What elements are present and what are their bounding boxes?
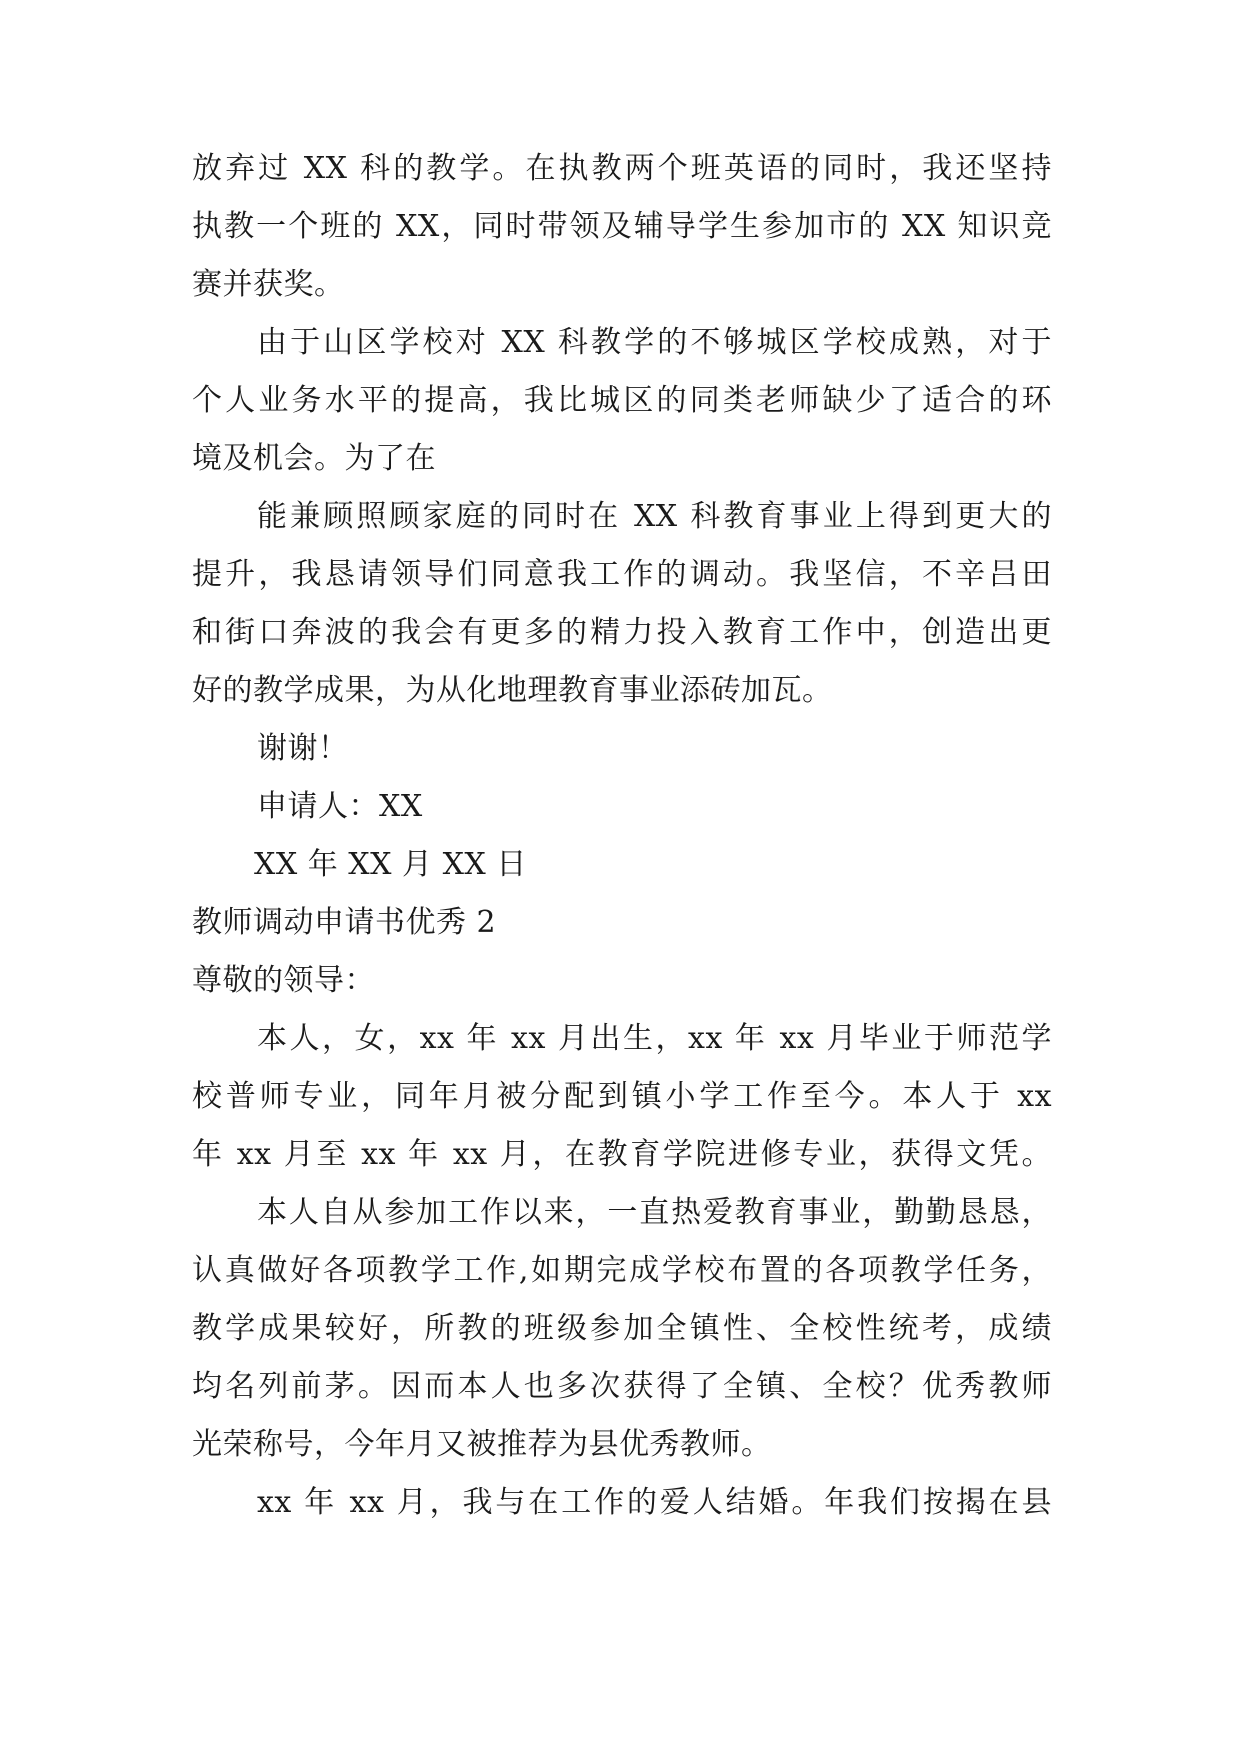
text-line: 放弃过 XX 科的教学。在执教两个班英语的同时，我还坚持 bbox=[192, 151, 1052, 186]
paragraph-start-line: 能兼顾照顾家庭的同时在 XX 科教育事业上得到更大的 bbox=[257, 499, 1052, 534]
section-title: 教师调动申请书优秀 2 bbox=[192, 905, 497, 940]
paragraph-start-line: 本人自从参加工作以来，一直热爱教育事业，勤勤恳恳， bbox=[257, 1195, 1052, 1230]
text-line: 境及机会。为了在 bbox=[192, 441, 436, 476]
text-line: 好的教学成果，为从化地理教育事业添砖加瓦。 bbox=[192, 673, 833, 708]
paragraph-start-line: 由于山区学校对 XX 科教学的不够城区学校成熟，对于 bbox=[257, 325, 1052, 360]
text-line: 年 xx 月至 xx 年 xx 月，在教育学院进修专业，获得文凭。 bbox=[192, 1137, 1052, 1172]
text-line: 教学成果较好，所教的班级参加全镇性、全校性统考，成绩 bbox=[192, 1311, 1052, 1346]
text-line: 个人业务水平的提高，我比城区的同类老师缺少了适合的环 bbox=[192, 383, 1052, 418]
salutation-line: 尊敬的领导： bbox=[192, 963, 375, 998]
paragraph-start-line: xx 年 xx 月，我与在工作的爱人结婚。年我们按揭在县 bbox=[257, 1485, 1052, 1520]
text-line: 赛并获奖。 bbox=[192, 267, 345, 302]
thanks-line: 谢谢！ bbox=[257, 731, 349, 766]
paragraph-start-line: 本人，女，xx 年 xx 月出生，xx 年 xx 月毕业于师范学 bbox=[257, 1021, 1052, 1056]
text-line: 认真做好各项教学工作,如期完成学校布置的各项教学任务， bbox=[192, 1253, 1052, 1288]
date-line: XX 年 XX 月 XX 日 bbox=[254, 847, 527, 882]
text-line: 提升，我恳请领导们同意我工作的调动。我坚信，不辛吕田 bbox=[192, 557, 1052, 592]
applicant-line: 申请人：XX bbox=[257, 789, 423, 824]
text-line: 光荣称号，今年月又被推荐为县优秀教师。 bbox=[192, 1427, 772, 1462]
text-line: 执教一个班的 XX，同时带领及辅导学生参加市的 XX 知识竞 bbox=[192, 209, 1052, 244]
text-line: 和街口奔波的我会有更多的精力投入教育工作中，创造出更 bbox=[192, 615, 1052, 650]
text-line: 均名列前茅。因而本人也多次获得了全镇、全校？优秀教师 bbox=[192, 1369, 1052, 1404]
text-line: 校普师专业，同年月被分配到镇小学工作至今。本人于 xx bbox=[192, 1079, 1052, 1114]
